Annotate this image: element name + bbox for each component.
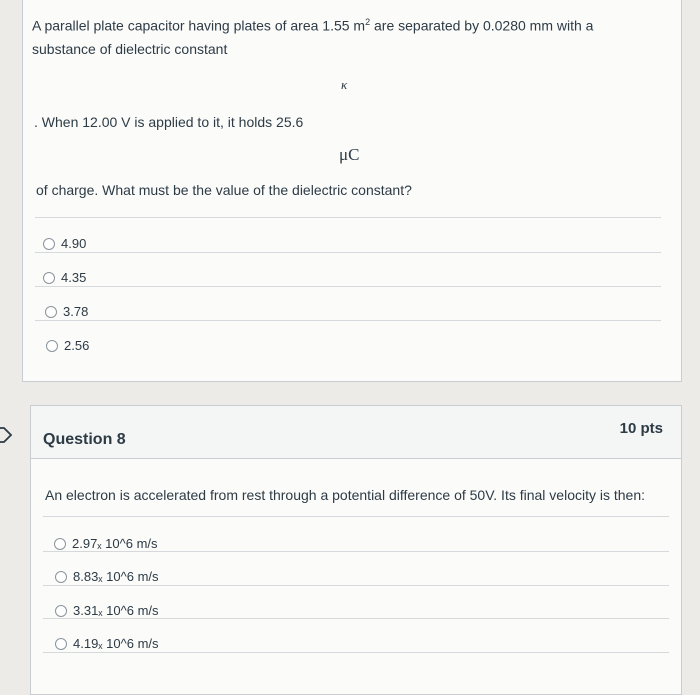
divider <box>43 618 669 619</box>
answer-option-3[interactable] <box>45 304 88 319</box>
question-points: 10 pts <box>619 420 663 437</box>
question-7-card <box>22 0 682 382</box>
radio-button[interactable] <box>46 340 58 352</box>
answer-option-3[interactable] <box>55 603 159 618</box>
radio-button[interactable] <box>55 638 67 650</box>
divider <box>43 585 669 586</box>
radio-button[interactable] <box>55 605 67 617</box>
question-7-text-part2: are separated by 0.0280 mm with a <box>370 17 594 34</box>
divider <box>43 516 669 517</box>
microcoulomb-symbol: μC <box>339 145 360 164</box>
answer-label: 3.31ₓ 10^6 m/s <box>73 603 159 618</box>
answer-label: 8.83ₓ 10^6 m/s <box>73 569 159 584</box>
radio-button[interactable] <box>43 272 55 284</box>
answer-option-4[interactable] <box>55 636 159 651</box>
divider <box>43 652 669 653</box>
question-7-text-part1: A parallel plate capacitor having plates of area 1.55 m <box>32 17 366 34</box>
answer-label: 2.56 <box>64 338 90 353</box>
answer-label: 2.97ₓ 10^6 m/s <box>72 536 158 551</box>
question-7-text-line2: substance of dielectric constant <box>32 41 228 57</box>
question-title: Question 8 <box>43 431 126 448</box>
answer-option-1[interactable] <box>43 236 86 251</box>
radio-button[interactable] <box>55 571 67 583</box>
question-8-header <box>31 406 681 459</box>
divider <box>35 320 661 321</box>
question-8-text: An electron is accelerated from rest through a potential difference of 50V. Its final velocity is then: <box>45 487 646 503</box>
divider <box>43 551 669 552</box>
question-8-card <box>30 405 682 695</box>
answer-label: 3.78 <box>63 304 89 319</box>
radio-button[interactable] <box>43 238 55 250</box>
answer-label: 4.19ₓ 10^6 m/s <box>73 636 159 651</box>
answer-option-4[interactable] <box>46 338 89 353</box>
answer-option-1[interactable] <box>54 536 158 551</box>
answer-option-2[interactable] <box>55 569 159 584</box>
divider <box>35 217 661 218</box>
radio-button[interactable] <box>45 306 57 318</box>
answer-option-2[interactable] <box>43 270 86 285</box>
question-pointer-icon <box>0 425 14 445</box>
question-7-text-line4: of charge. What must be the value of the dielectric constant? <box>36 182 412 198</box>
divider <box>35 286 661 287</box>
divider <box>35 252 661 253</box>
radio-button[interactable] <box>54 538 66 550</box>
superscript: 2 <box>365 17 371 27</box>
kappa-symbol: κ <box>341 77 348 92</box>
question-7-text-line1 <box>32 12 593 37</box>
answer-label: 4.35 <box>61 270 87 285</box>
answer-label: 4.90 <box>61 236 87 251</box>
question-7-text-line3: . When 12.00 V is applied to it, it holds 25.6 <box>34 114 304 130</box>
